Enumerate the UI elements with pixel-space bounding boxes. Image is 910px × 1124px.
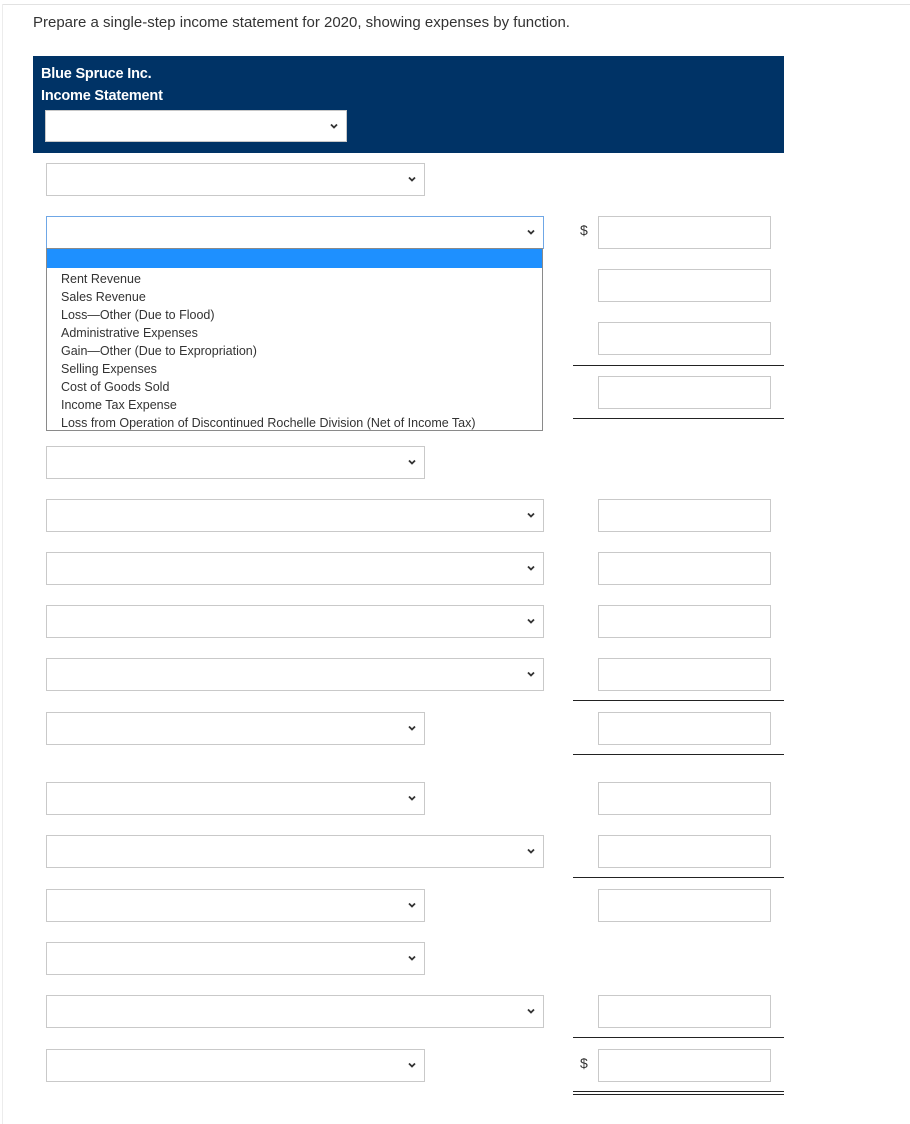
line-item-select-4[interactable] <box>46 499 544 532</box>
chevron-down-icon <box>525 226 537 238</box>
dropdown-option[interactable]: Cost of Goods Sold <box>61 380 170 394</box>
statement-title: Income Statement <box>41 88 163 104</box>
chevron-down-icon <box>525 845 537 857</box>
chevron-down-icon <box>406 722 418 734</box>
amount-input-12[interactable] <box>598 889 771 922</box>
chevron-down-icon <box>406 952 418 964</box>
subtotal-underline <box>573 754 784 755</box>
amount-input-10[interactable] <box>598 782 771 815</box>
left-divider <box>2 4 3 1124</box>
chevron-down-icon <box>406 456 418 468</box>
period-select[interactable] <box>45 110 347 142</box>
line-item-select-6[interactable] <box>46 605 544 638</box>
amount-input-3[interactable] <box>598 322 771 355</box>
line-item-select-11[interactable] <box>46 889 425 922</box>
company-name: Blue Spruce Inc. <box>41 66 152 82</box>
chevron-down-icon <box>525 562 537 574</box>
amount-input-11[interactable] <box>598 835 771 868</box>
dropdown-option[interactable]: Sales Revenue <box>61 290 146 304</box>
amount-input-7[interactable] <box>598 605 771 638</box>
subtotal-underline <box>573 418 784 419</box>
chevron-down-icon <box>525 615 537 627</box>
total-double-underline-bottom <box>573 1094 784 1095</box>
chevron-down-icon <box>328 120 340 132</box>
amount-input-1[interactable] <box>598 216 771 249</box>
total-amount-input[interactable] <box>598 1049 771 1082</box>
dropdown-option[interactable]: Gain—Other (Due to Expropriation) <box>61 344 257 358</box>
currency-symbol: $ <box>580 1055 588 1071</box>
line-item-select-12[interactable] <box>46 942 425 975</box>
dropdown-option[interactable]: Income Tax Expense <box>61 398 177 412</box>
amount-input-5[interactable] <box>598 499 771 532</box>
line-item-select-10[interactable] <box>46 835 544 868</box>
total-double-underline-top <box>573 1091 784 1092</box>
line-item-select-8[interactable] <box>46 712 425 745</box>
chevron-down-icon <box>525 668 537 680</box>
line-item-select-9[interactable] <box>46 782 425 815</box>
line-item-select-14[interactable] <box>46 1049 425 1082</box>
line-item-select-5[interactable] <box>46 552 544 585</box>
amount-input-8[interactable] <box>598 658 771 691</box>
line-item-select-1[interactable] <box>46 163 425 196</box>
dropdown-option[interactable]: Administrative Expenses <box>61 326 198 340</box>
amount-input-13[interactable] <box>598 995 771 1028</box>
currency-symbol: $ <box>580 222 588 238</box>
line-item-dropdown-list[interactable] <box>46 248 543 431</box>
subtotal-underline <box>573 1037 784 1038</box>
top-divider <box>2 4 910 5</box>
dropdown-highlighted-option[interactable] <box>47 249 542 268</box>
amount-input-9[interactable] <box>598 712 771 745</box>
statement-header <box>33 56 784 153</box>
dropdown-option[interactable]: Loss from Operation of Discontinued Rochelle Division (Net of Income Tax) <box>61 416 476 430</box>
chevron-down-icon <box>525 509 537 521</box>
dropdown-option[interactable]: Rent Revenue <box>61 272 141 286</box>
chevron-down-icon <box>406 792 418 804</box>
line-item-select-7[interactable] <box>46 658 544 691</box>
dropdown-option[interactable]: Selling Expenses <box>61 362 157 376</box>
chevron-down-icon <box>406 899 418 911</box>
amount-input-2[interactable] <box>598 269 771 302</box>
subtotal-underline <box>573 365 784 366</box>
subtotal-underline <box>573 877 784 878</box>
amount-input-6[interactable] <box>598 552 771 585</box>
line-item-select-3[interactable] <box>46 446 425 479</box>
chevron-down-icon <box>525 1005 537 1017</box>
chevron-down-icon <box>406 1059 418 1071</box>
amount-input-4[interactable] <box>598 376 771 409</box>
line-item-select-13[interactable] <box>46 995 544 1028</box>
instruction-text: Prepare a single-step income statement for 2020, showing expenses by function. <box>33 14 570 31</box>
dropdown-option[interactable]: Loss—Other (Due to Flood) <box>61 308 215 322</box>
line-item-select-2[interactable] <box>46 216 544 249</box>
chevron-down-icon <box>406 173 418 185</box>
subtotal-underline <box>573 700 784 701</box>
